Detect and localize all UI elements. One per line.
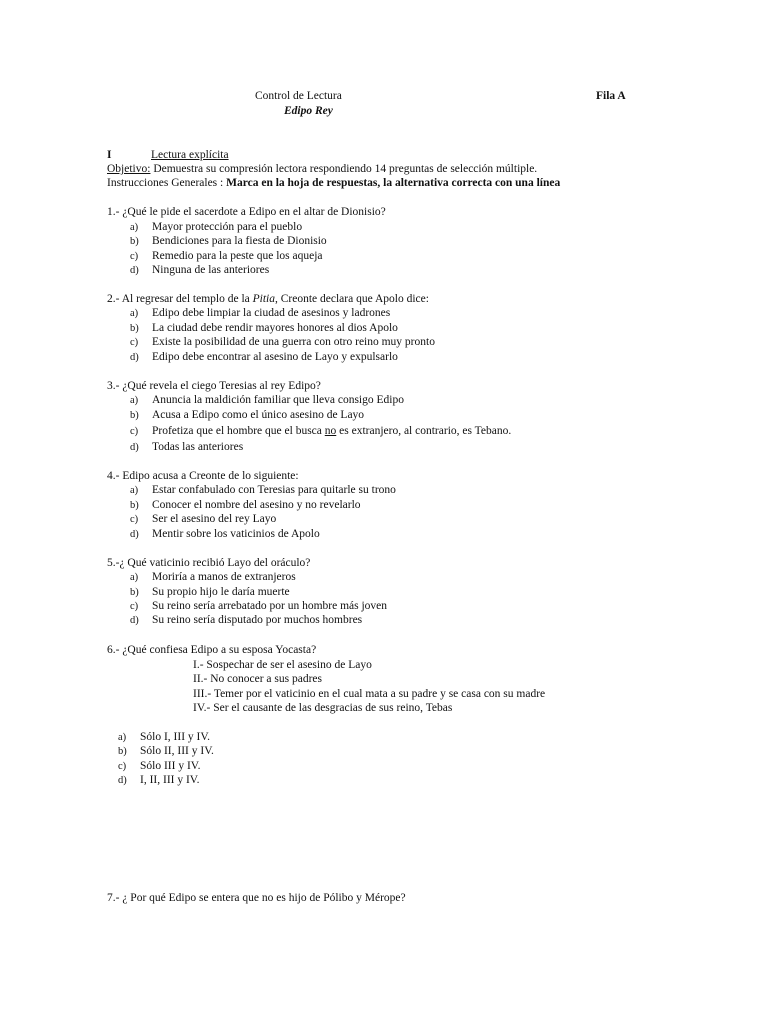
- option-letter: d): [130, 529, 139, 540]
- option: [130, 424, 511, 440]
- option: [130, 306, 390, 322]
- section-name: Lectura explícita: [151, 149, 229, 161]
- option-text: Moriría a manos de extranjeros: [152, 571, 296, 583]
- objective-line: [107, 162, 537, 177]
- option-letter: b): [130, 587, 139, 598]
- section-number: I: [107, 149, 112, 161]
- row-label: Fila A: [596, 90, 626, 102]
- objective-text: Demuestra su compresión lectora respondiendo 14 preguntas de selección múltiple.: [150, 163, 538, 175]
- option-letter: c): [130, 601, 139, 612]
- option: [130, 440, 243, 456]
- option-letter: b): [130, 410, 139, 421]
- option-letter: c): [130, 514, 139, 525]
- option-letter: d): [118, 775, 127, 786]
- option-letter: b): [130, 236, 139, 247]
- option: [118, 744, 214, 760]
- question-7: 7.- ¿ Por qué Edipo se entera que no es hijo de Pólibo y Mérope?: [107, 892, 406, 904]
- option: [130, 263, 269, 279]
- option-letter: c): [130, 426, 139, 437]
- option-text-part: es extranjero, al contrario, es Tebano.: [336, 425, 512, 437]
- option-text: Conocer el nombre del asesino y no revelarlo: [152, 499, 361, 511]
- option-text: Bendiciones para la fiesta de Dionisio: [152, 235, 327, 247]
- option-text-underlined: no: [324, 425, 337, 437]
- option: [130, 613, 362, 629]
- option: [130, 350, 398, 366]
- question-text-italic: Pitia: [252, 293, 275, 305]
- option-text: Mentir sobre los vaticinios de Apolo: [152, 528, 320, 540]
- instructions-label: Instrucciones Generales :: [107, 177, 224, 189]
- option-letter: d): [130, 615, 139, 626]
- option-text: Acusa a Edipo como el único asesino de Layo: [152, 409, 365, 421]
- option-letter: c): [130, 337, 139, 348]
- option-text: Ninguna de las anteriores: [152, 264, 270, 276]
- option-letter: c): [118, 761, 127, 772]
- option-text: Edipo debe limpiar la ciudad de asesinos y ladrones: [152, 307, 391, 319]
- question-6: 6.- ¿Qué confiesa Edipo a su esposa Yocasta?: [107, 644, 317, 656]
- option-text: I, II, III y IV.: [140, 774, 200, 786]
- option-text: Su propio hijo le daría muerte: [152, 586, 290, 598]
- option: [130, 483, 396, 499]
- option-letter: a): [130, 572, 139, 583]
- instructions-line: [107, 176, 560, 191]
- statement: I.- Sospechar de ser el asesino de Layo: [193, 659, 372, 671]
- option-text: Todas las anteriores: [152, 441, 244, 453]
- option-text: Sólo I, III y IV.: [140, 731, 211, 743]
- option-letter: a): [118, 732, 127, 743]
- option-letter: a): [130, 395, 139, 406]
- question-text: 2.- Al regresar del templo de la: [107, 293, 253, 305]
- option-letter: a): [130, 222, 139, 233]
- document-title: Control de Lectura: [255, 90, 342, 102]
- option-text: Ser el asesino del rey Layo: [152, 513, 277, 525]
- option-letter: b): [130, 323, 139, 334]
- option: [130, 393, 404, 409]
- option: [130, 234, 327, 250]
- question-4: 4.- Edipo acusa a Creonte de lo siguiente:: [107, 470, 299, 482]
- option-text: La ciudad debe rendir mayores honores al dios Apolo: [152, 322, 398, 334]
- option-text: Remedio para la peste que los aqueja: [152, 250, 323, 262]
- option: [130, 335, 435, 351]
- instructions-text: Marca en la hoja de respuestas, la alternativa correcta con una línea: [223, 177, 561, 189]
- option-letter: a): [130, 308, 139, 319]
- option-letter: d): [130, 442, 139, 453]
- option-text: Edipo debe encontrar al asesino de Layo y expulsarlo: [152, 351, 398, 363]
- question-2: [107, 292, 429, 307]
- question-1: 1.- ¿Qué le pide el sacerdote a Edipo en el altar de Dionisio?: [107, 206, 386, 218]
- option-text: Anuncia la maldición familiar que lleva consigo Edipo: [152, 394, 404, 406]
- option-letter: d): [130, 265, 139, 276]
- option-text: Estar confabulado con Teresias para quitarle su trono: [152, 484, 396, 496]
- option-text: [152, 425, 511, 437]
- question-5: 5.-¿ Qué vaticinio recibió Layo del oráculo?: [107, 557, 311, 569]
- statement: II.- No conocer a sus padres: [193, 673, 323, 685]
- option-letter: b): [130, 500, 139, 511]
- option-letter: a): [130, 485, 139, 496]
- objective-label: Objetivo:: [107, 163, 151, 175]
- option: [130, 512, 276, 528]
- question-text: , Creonte declara que Apolo dice:: [275, 293, 429, 305]
- option-text: Su reino sería arrebatado por un hombre más joven: [152, 600, 388, 612]
- option-text: Existe la posibilidad de una guerra con otro reino muy pronto: [152, 336, 435, 348]
- option-letter: b): [118, 746, 127, 757]
- option-letter: c): [130, 251, 139, 262]
- work-title: Edipo Rey: [284, 105, 333, 117]
- option-text: Su reino sería disputado por muchos hombres: [152, 614, 363, 626]
- option: [118, 773, 200, 789]
- option-text: Sólo III y IV.: [140, 760, 201, 772]
- option: [130, 570, 296, 586]
- option-letter: d): [130, 352, 139, 363]
- statement: IV.- Ser el causante de las desgracias de sus reino, Tebas: [193, 702, 453, 714]
- option-text: Sólo II, III y IV.: [140, 745, 214, 757]
- question-3: 3.- ¿Qué revela el ciego Teresias al rey Edipo?: [107, 380, 321, 392]
- statement: III.- Temer por el vaticinio en el cual mata a su padre y se casa con su madre: [193, 688, 546, 700]
- option: [130, 408, 364, 424]
- option: [130, 527, 320, 543]
- option-text: Mayor protección para el pueblo: [152, 221, 303, 233]
- option-text-part: Profetiza que el hombre que el busca: [152, 425, 325, 437]
